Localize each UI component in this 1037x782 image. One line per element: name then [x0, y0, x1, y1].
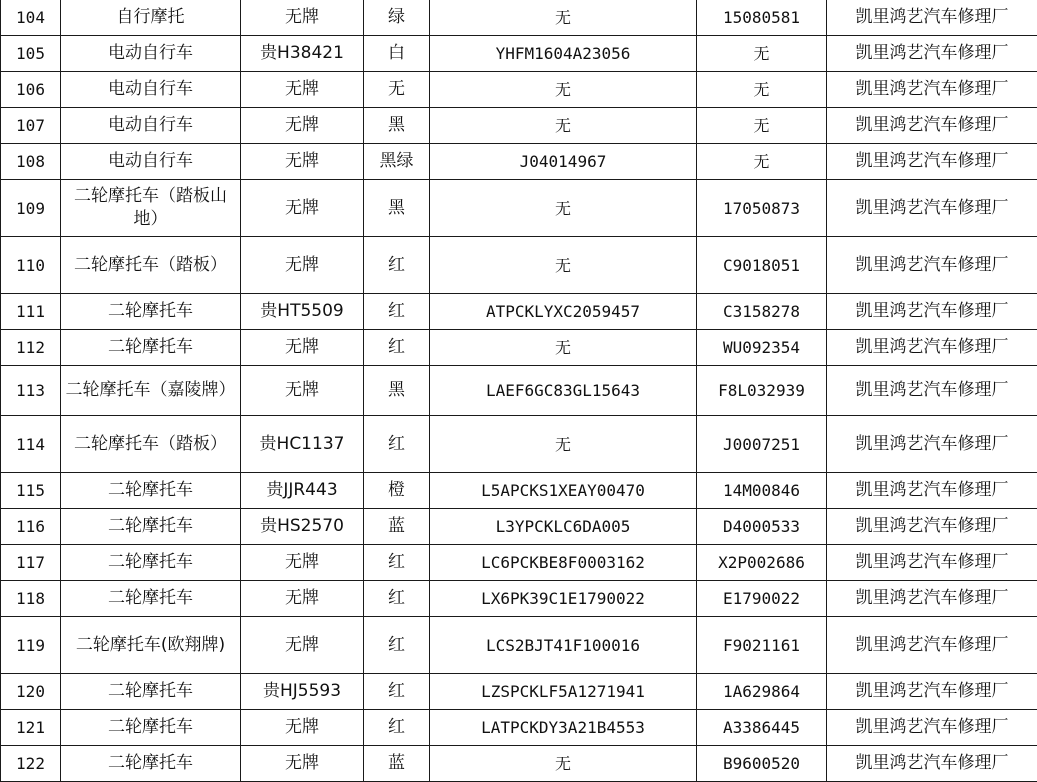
engine-number-cell: 无: [697, 108, 827, 144]
table-row: [1, 674, 1037, 710]
vehicle-color-cell: 红: [364, 674, 430, 710]
engine-number-cell: D4000533: [697, 509, 827, 545]
storage-location-cell: 凯里鸿艺汽车修理厂: [827, 366, 1037, 416]
plate-number-cell: 无牌: [241, 710, 364, 746]
vehicle-type-cell: 二轮摩托车: [61, 330, 241, 366]
vin-cell: LZSPCKLF5A1271941: [430, 674, 697, 710]
storage-location-cell: 凯里鸿艺汽车修理厂: [827, 330, 1037, 366]
vehicle-color-cell: 黑: [364, 108, 430, 144]
table-row: [1, 108, 1037, 144]
vehicle-color-cell: 黑: [364, 366, 430, 416]
vehicle-color-cell: 无: [364, 72, 430, 108]
engine-number-cell: 17050873: [697, 180, 827, 237]
storage-location-cell: 凯里鸿艺汽车修理厂: [827, 36, 1037, 72]
table-body: [1, 0, 1037, 782]
row-number-cell: 106: [1, 72, 61, 108]
row-number-cell: 111: [1, 294, 61, 330]
engine-number-cell: WU092354: [697, 330, 827, 366]
vehicle-type-cell: 电动自行车: [61, 144, 241, 180]
plate-number-cell: 贵H38421: [241, 36, 364, 72]
plate-number-cell: 无牌: [241, 366, 364, 416]
vehicle-color-cell: 橙: [364, 473, 430, 509]
row-number-cell: 105: [1, 36, 61, 72]
storage-location-cell: 凯里鸿艺汽车修理厂: [827, 509, 1037, 545]
vehicle-type-cell: 二轮摩托车: [61, 746, 241, 782]
vehicle-type-cell: 二轮摩托车(欧翔牌): [61, 617, 241, 674]
row-number-cell: 116: [1, 509, 61, 545]
row-number-cell: 119: [1, 617, 61, 674]
storage-location-cell: 凯里鸿艺汽车修理厂: [827, 72, 1037, 108]
vehicle-type-cell: 电动自行车: [61, 72, 241, 108]
storage-location-cell: 凯里鸿艺汽车修理厂: [827, 294, 1037, 330]
vin-cell: 无: [430, 108, 697, 144]
row-number-cell: 118: [1, 581, 61, 617]
row-number-cell: 107: [1, 108, 61, 144]
storage-location-cell: 凯里鸿艺汽车修理厂: [827, 237, 1037, 294]
plate-number-cell: 无牌: [241, 617, 364, 674]
vehicle-type-cell: 二轮摩托车: [61, 710, 241, 746]
vehicle-type-cell: 二轮摩托车: [61, 473, 241, 509]
row-number-cell: 115: [1, 473, 61, 509]
storage-location-cell: 凯里鸿艺汽车修理厂: [827, 416, 1037, 473]
vehicle-type-cell: 二轮摩托车（嘉陵牌）: [61, 366, 241, 416]
storage-location-cell: 凯里鸿艺汽车修理厂: [827, 710, 1037, 746]
table-row: [1, 144, 1037, 180]
engine-number-cell: C9018051: [697, 237, 827, 294]
vin-cell: YHFM1604A23056: [430, 36, 697, 72]
engine-number-cell: C3158278: [697, 294, 827, 330]
table-row: [1, 545, 1037, 581]
vin-cell: ATPCKLYXC2059457: [430, 294, 697, 330]
row-number-cell: 104: [1, 0, 61, 36]
plate-number-cell: 无牌: [241, 0, 364, 36]
table-row: [1, 581, 1037, 617]
row-number-cell: 110: [1, 237, 61, 294]
engine-number-cell: 无: [697, 144, 827, 180]
vin-cell: 无: [430, 416, 697, 473]
vin-cell: LX6PK39C1E1790022: [430, 581, 697, 617]
table-row: [1, 366, 1037, 416]
vehicle-type-cell: 电动自行车: [61, 108, 241, 144]
vehicle-type-cell: 自行摩托: [61, 0, 241, 36]
plate-number-cell: 无牌: [241, 581, 364, 617]
vin-cell: LCS2BJT41F100016: [430, 617, 697, 674]
plate-number-cell: 贵HT5509: [241, 294, 364, 330]
vin-cell: 无: [430, 330, 697, 366]
row-number-cell: 109: [1, 180, 61, 237]
storage-location-cell: 凯里鸿艺汽车修理厂: [827, 144, 1037, 180]
vehicle-color-cell: 红: [364, 710, 430, 746]
vehicle-type-cell: 二轮摩托车（踏板）: [61, 416, 241, 473]
plate-number-cell: 无牌: [241, 330, 364, 366]
engine-number-cell: E1790022: [697, 581, 827, 617]
vin-cell: 无: [430, 0, 697, 36]
engine-number-cell: B9600520: [697, 746, 827, 782]
vehicle-color-cell: 红: [364, 581, 430, 617]
vehicle-color-cell: 红: [364, 330, 430, 366]
storage-location-cell: 凯里鸿艺汽车修理厂: [827, 108, 1037, 144]
vin-cell: 无: [430, 237, 697, 294]
row-number-cell: 112: [1, 330, 61, 366]
vin-cell: J04014967: [430, 144, 697, 180]
engine-number-cell: A3386445: [697, 710, 827, 746]
vehicle-color-cell: 红: [364, 294, 430, 330]
vehicle-color-cell: 红: [364, 237, 430, 294]
engine-number-cell: X2P002686: [697, 545, 827, 581]
plate-number-cell: 无牌: [241, 72, 364, 108]
row-number-cell: 122: [1, 746, 61, 782]
row-number-cell: 121: [1, 710, 61, 746]
row-number-cell: 113: [1, 366, 61, 416]
vin-cell: LC6PCKBE8F0003162: [430, 545, 697, 581]
vehicle-type-cell: 二轮摩托车: [61, 294, 241, 330]
vehicle-color-cell: 白: [364, 36, 430, 72]
engine-number-cell: 无: [697, 36, 827, 72]
vin-cell: LAEF6GC83GL15643: [430, 366, 697, 416]
storage-location-cell: 凯里鸿艺汽车修理厂: [827, 617, 1037, 674]
vin-cell: L3YPCKLC6DA005: [430, 509, 697, 545]
table-row: [1, 746, 1037, 782]
plate-number-cell: 贵JJR443: [241, 473, 364, 509]
engine-number-cell: 14M00846: [697, 473, 827, 509]
row-number-cell: 108: [1, 144, 61, 180]
table-row: [1, 72, 1037, 108]
plate-number-cell: 贵HC1137: [241, 416, 364, 473]
vin-cell: 无: [430, 72, 697, 108]
vin-cell: 无: [430, 746, 697, 782]
vin-cell: LATPCKDY3A21B4553: [430, 710, 697, 746]
vehicle-type-cell: 二轮摩托车: [61, 545, 241, 581]
plate-number-cell: 无牌: [241, 545, 364, 581]
vehicle-type-cell: 二轮摩托车: [61, 581, 241, 617]
engine-number-cell: F8L032939: [697, 366, 827, 416]
table-row: [1, 473, 1037, 509]
plate-number-cell: 无牌: [241, 144, 364, 180]
storage-location-cell: 凯里鸿艺汽车修理厂: [827, 581, 1037, 617]
engine-number-cell: F9021161: [697, 617, 827, 674]
storage-location-cell: 凯里鸿艺汽车修理厂: [827, 674, 1037, 710]
vehicle-type-cell: 二轮摩托车（踏板）: [61, 237, 241, 294]
row-number-cell: 117: [1, 545, 61, 581]
table-row: [1, 237, 1037, 294]
plate-number-cell: 无牌: [241, 237, 364, 294]
plate-number-cell: 无牌: [241, 746, 364, 782]
plate-number-cell: 贵HJ5593: [241, 674, 364, 710]
vehicle-color-cell: 红: [364, 545, 430, 581]
row-number-cell: 114: [1, 416, 61, 473]
storage-location-cell: 凯里鸿艺汽车修理厂: [827, 746, 1037, 782]
table-row: [1, 180, 1037, 237]
vin-cell: 无: [430, 180, 697, 237]
table-row: [1, 509, 1037, 545]
storage-location-cell: 凯里鸿艺汽车修理厂: [827, 180, 1037, 237]
plate-number-cell: 贵HS2570: [241, 509, 364, 545]
table-row: [1, 294, 1037, 330]
vehicle-color-cell: 蓝: [364, 746, 430, 782]
vehicle-type-cell: 二轮摩托车: [61, 674, 241, 710]
vehicle-type-cell: 电动自行车: [61, 36, 241, 72]
vehicle-type-cell: 二轮摩托车: [61, 509, 241, 545]
engine-number-cell: 无: [697, 72, 827, 108]
engine-number-cell: 15080581: [697, 0, 827, 36]
table-row: [1, 330, 1037, 366]
vehicle-color-cell: 红: [364, 416, 430, 473]
vehicle-type-cell: 二轮摩托车（踏板山地）: [61, 180, 241, 237]
table-row: [1, 416, 1037, 473]
storage-location-cell: 凯里鸿艺汽车修理厂: [827, 473, 1037, 509]
storage-location-cell: 凯里鸿艺汽车修理厂: [827, 0, 1037, 36]
row-number-cell: 120: [1, 674, 61, 710]
plate-number-cell: 无牌: [241, 180, 364, 237]
engine-number-cell: J0007251: [697, 416, 827, 473]
plate-number-cell: 无牌: [241, 108, 364, 144]
table-row: [1, 36, 1037, 72]
table-row: [1, 710, 1037, 746]
storage-location-cell: 凯里鸿艺汽车修理厂: [827, 545, 1037, 581]
table-row: [1, 617, 1037, 674]
vehicle-color-cell: 蓝: [364, 509, 430, 545]
vehicle-color-cell: 黑: [364, 180, 430, 237]
engine-number-cell: 1A629864: [697, 674, 827, 710]
vin-cell: L5APCKS1XEAY00470: [430, 473, 697, 509]
table-row: [1, 0, 1037, 36]
vehicle-color-cell: 黑绿: [364, 144, 430, 180]
vehicle-color-cell: 红: [364, 617, 430, 674]
vehicle-color-cell: 绿: [364, 0, 430, 36]
